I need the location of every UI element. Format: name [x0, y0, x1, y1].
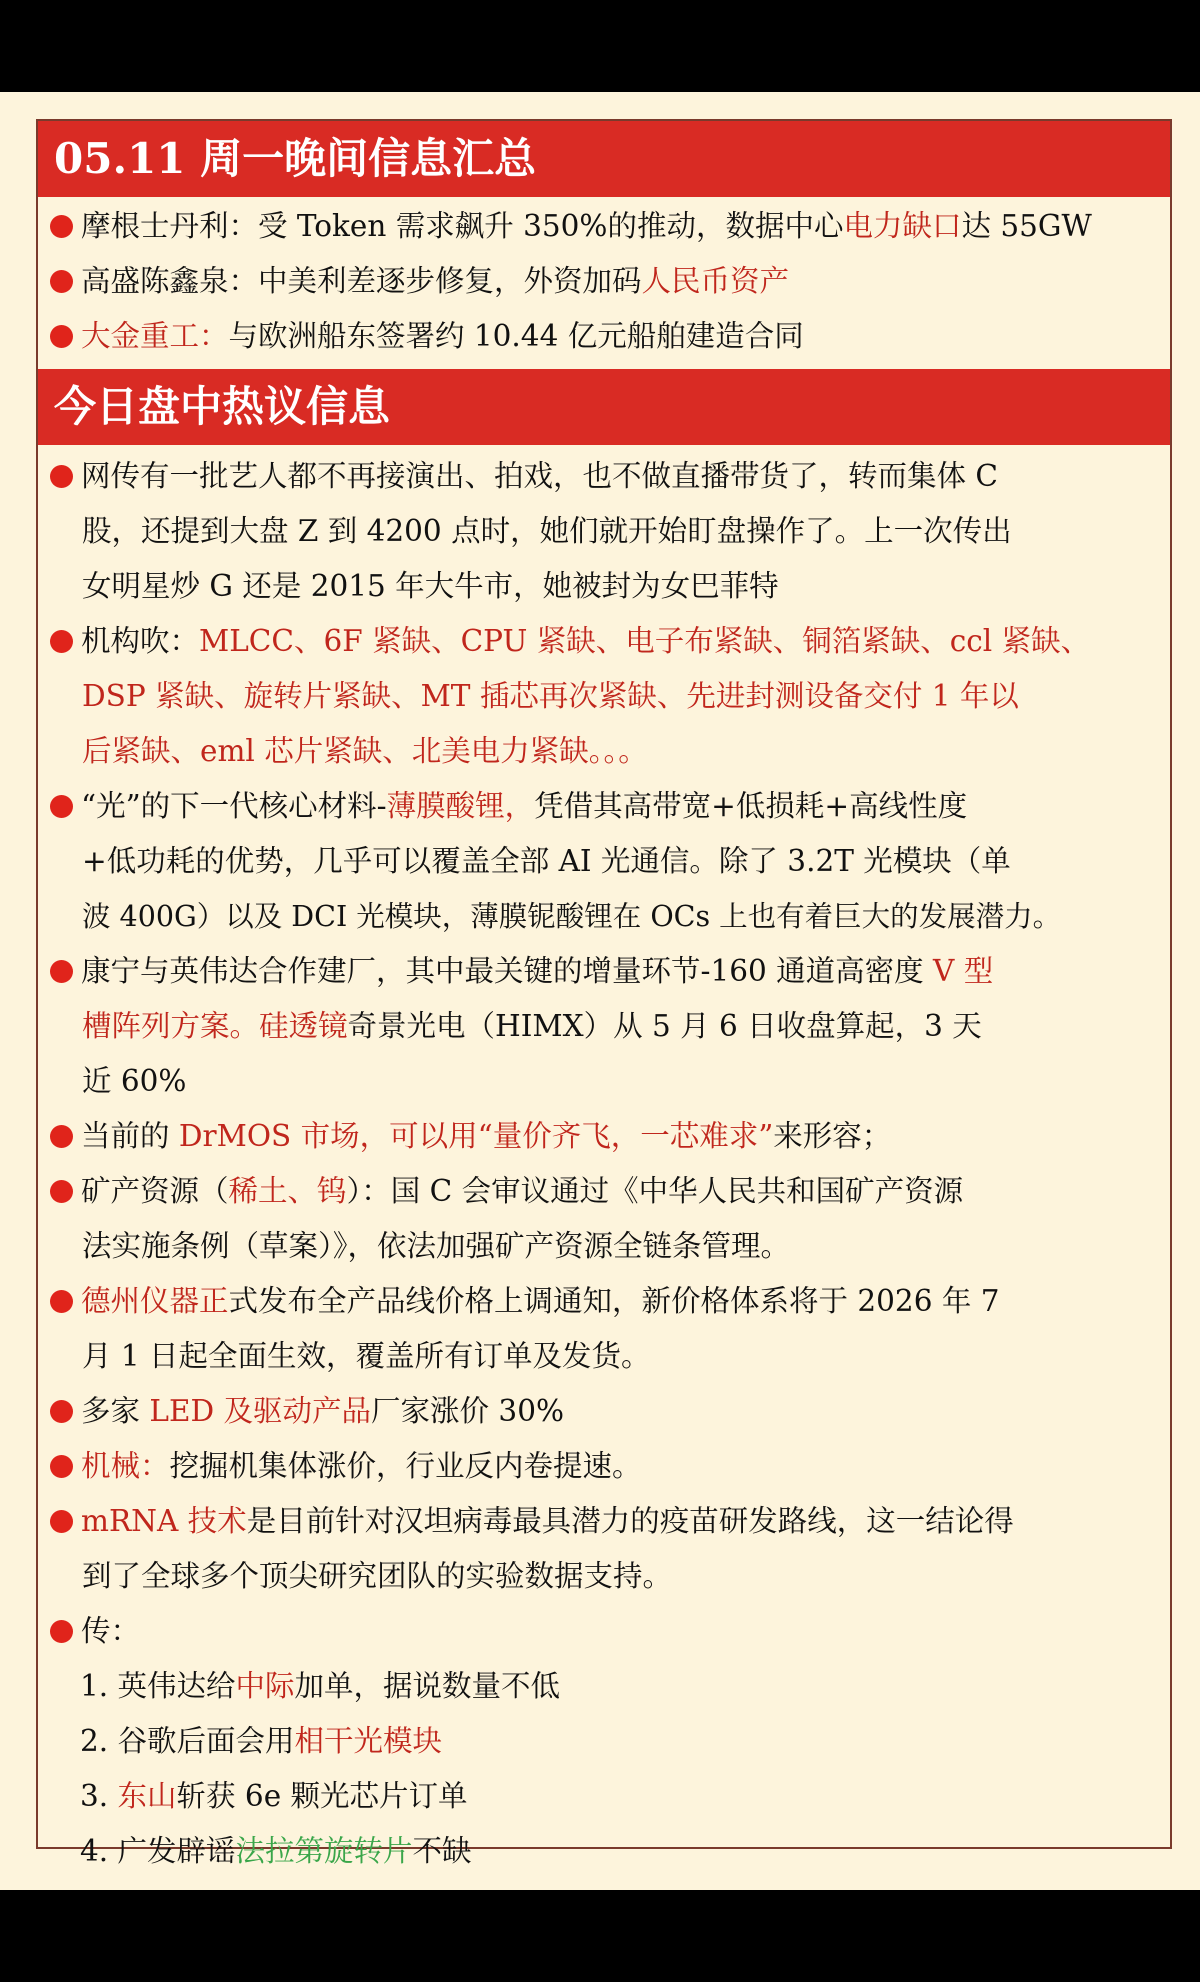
- rumor-subitem: 3. 东山斩获 6e 颗光芯片订单: [80, 1779, 468, 1813]
- list-item-continuation: +低功耗的优势，几乎可以覆盖全部 AI 光通信。除了 3.2T 光模块（单: [82, 844, 1011, 878]
- list-item: 多家 LED 及驱动产品厂家涨价 30%: [38, 1384, 1170, 1439]
- hot-topics-list: [38, 449, 1170, 1879]
- evening-summary-title: 05.11 周一晚间信息汇总: [54, 134, 537, 183]
- intraday-hot-topics-title: 今日盘中热议信息: [54, 382, 391, 431]
- list-item: 摩根士丹利：受 Token 需求飙升 350%的推动，数据中心电力缺口达 55GW: [38, 199, 1170, 254]
- bullet-dot-icon: [50, 270, 73, 293]
- list-item: “光”的下一代核心材料-薄膜酸锂，凭借其高带宽+低损耗+高线性度: [38, 779, 1170, 834]
- list-item: 矿产资源（稀土、钨）：国 C 会审议通过《中华人民共和国矿产资源: [38, 1164, 1170, 1219]
- bullet-dot-icon: [50, 1510, 73, 1533]
- list-item: 网传有一批艺人都不再接演出、拍戏，也不做直播带货了，转而集体 C: [38, 449, 1170, 504]
- list-item-continuation: 近 60%: [82, 1064, 187, 1098]
- bullet-dot-icon: [50, 1455, 73, 1478]
- bullet-dot-icon: [50, 1180, 73, 1203]
- list-item: 机械：挖掘机集体涨价，行业反内卷提速。: [38, 1439, 1170, 1494]
- rumor-subitem: 1. 英伟达给中际加单，据说数量不低: [80, 1669, 561, 1703]
- list-item-continuation: 槽阵列方案。硅透镜奇景光电（HIMX）从 5 月 6 日收盘算起，3 天: [82, 1009, 982, 1043]
- list-item-continuation: 到了全球多个顶尖研究团队的实验数据支持。: [82, 1559, 673, 1593]
- list-item-continuation: 女明星炒 G 还是 2015 年大牛市，她被封为女巴菲特: [82, 569, 779, 603]
- bullet-dot-icon: [50, 1290, 73, 1313]
- bullet-dot-icon: [50, 1400, 73, 1423]
- card-frame: [36, 119, 1172, 1868]
- list-item: 传：: [38, 1604, 1170, 1659]
- intraday-hot-topics-header: [38, 369, 1170, 445]
- list-item: 机构吹：MLCC、6F 紧缺、CPU 紧缺、电子布紧缺、铜箔紧缺、ccl 紧缺、: [38, 614, 1170, 669]
- bullet-dot-icon: [50, 1620, 73, 1643]
- list-item-continuation: DSP 紧缺、旋转片紧缺、MT 插芯再次紧缺、先进封测设备交付 1 年以: [82, 679, 1019, 713]
- bullet-dot-icon: [50, 215, 73, 238]
- list-item: 康宁与英伟达合作建厂，其中最关键的增量环节-160 通道高密度 V 型: [38, 944, 1170, 999]
- list-item: 德州仪器正式发布全产品线价格上调通知，新价格体系将于 2026 年 7: [38, 1274, 1170, 1329]
- list-item-continuation: 股，还提到大盘 Z 到 4200 点时，她们就开始盯盘操作了。上一次传出: [82, 514, 1012, 548]
- bullet-dot-icon: [50, 960, 73, 983]
- bullet-dot-icon: [50, 325, 73, 348]
- list-item: 当前的 DrMOS 市场，可以用“量价齐飞，一芯难求”来形容；: [38, 1109, 1170, 1164]
- evening-summary-header: [38, 121, 1170, 197]
- info-card: [0, 92, 1200, 1890]
- list-item: mRNA 技术是目前针对汉坦病毒最具潜力的疫苗研发路线，这一结论得: [38, 1494, 1170, 1549]
- list-item-continuation: 法实施条例（草案）》，依法加强矿产资源全链条管理。: [82, 1229, 791, 1263]
- list-item: 高盛陈鑫泉：中美利差逐步修复，外资加码人民币资产: [38, 254, 1170, 309]
- bullet-dot-icon: [50, 630, 73, 653]
- list-item-continuation: 波 400G）以及 DCI 光模块，薄膜铌酸锂在 OCs 上也有着巨大的发展潜力。: [82, 900, 1062, 933]
- bullet-dot-icon: [50, 1125, 73, 1148]
- bullet-dot-icon: [50, 465, 73, 488]
- bullet-dot-icon: [50, 795, 73, 818]
- list-item-continuation: 后紧缺、eml 芯片紧缺、北美电力紧缺。。。: [82, 734, 648, 768]
- list-item: 大金重工：与欧洲船东签署约 10.44 亿元船舶建造合同: [38, 309, 1170, 364]
- evening-summary-list: [38, 199, 1170, 364]
- rumor-subitem: 4. 广发辟谣法拉第旋转片不缺: [80, 1834, 472, 1868]
- list-item-continuation: 月 1 日起全面生效，覆盖所有订单及发货。: [82, 1339, 651, 1373]
- rumor-subitem: 2. 谷歌后面会用相干光模块: [80, 1724, 443, 1758]
